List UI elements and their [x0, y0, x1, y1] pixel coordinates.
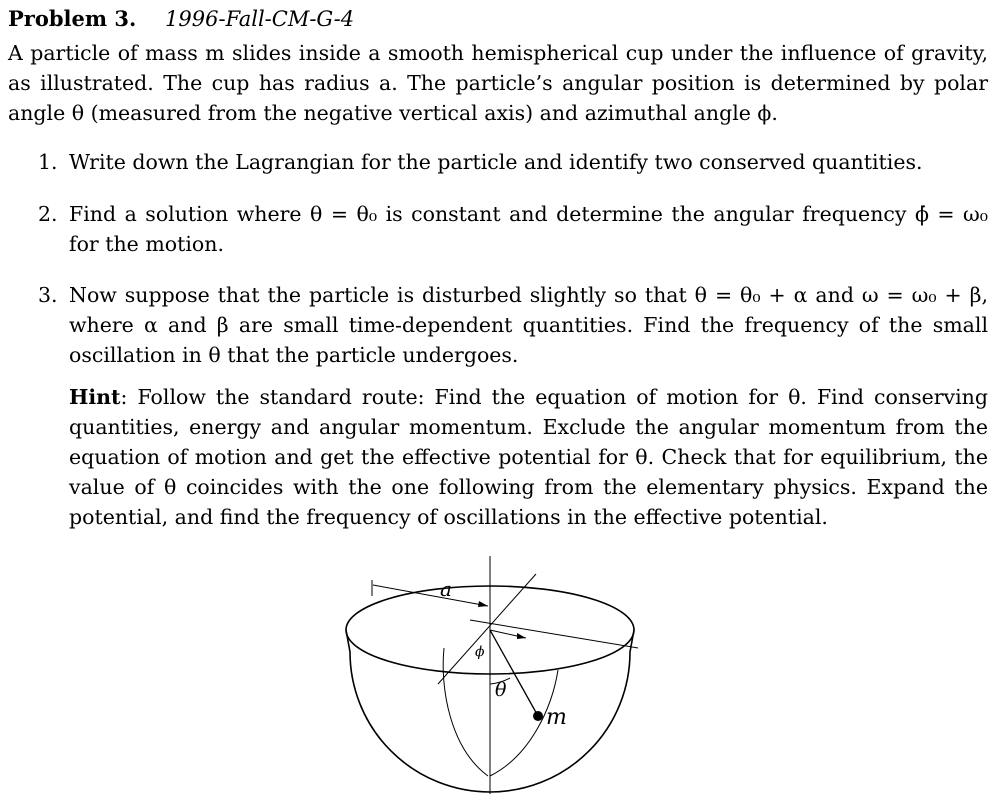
- mass-label: m: [546, 705, 567, 730]
- problem-label: Problem 3.: [8, 6, 137, 31]
- particle-mass: [533, 711, 543, 721]
- problem-intro: A particle of mass m slides inside a smooth hemispherical cup under the influence of gravity, as illustrated. The cup has radius a. The particle’s angular position is determined by polar angle θ (measured from the negative vertical axis) and azimuthal angle ϕ.: [8, 41, 988, 125]
- hint-paragraph: [69, 382, 988, 532]
- horizontal-axis: [470, 620, 638, 648]
- radius-label: a: [440, 577, 452, 601]
- question-item-2: [38, 199, 988, 259]
- question-number: 1.: [38, 150, 58, 174]
- question-number: 2.: [38, 202, 58, 226]
- question-item-3: [38, 280, 988, 370]
- azimuth-arrowhead: [517, 633, 526, 639]
- question-item-1: [38, 147, 988, 177]
- polar-angle-label: θ: [495, 679, 507, 701]
- meridian-left: [443, 648, 488, 776]
- hint-label: Hint: [69, 385, 121, 409]
- radius-arrowhead: [478, 601, 488, 607]
- question-text: Write down the Lagrangian for the particle and identify two conserved quantities.: [69, 150, 923, 174]
- radius-arrow: [373, 585, 488, 606]
- problem-heading: [8, 6, 354, 31]
- question-number: 3.: [38, 283, 58, 307]
- question-text: Find a solution where θ = θ₀ is constant and determine the angular frequency ϕ̇ = ω₀ for the motion.: [69, 202, 988, 256]
- hemisphere-diagram: [340, 548, 650, 802]
- hint-text: : Follow the standard route: Find the equation of motion for θ. Find conserving quantities, energy and angular momentum. Exclude the angular momentum from the equation of motion and get the effective potential for θ. Check that for equilibrium, the value of θ coincides with the one following from the elementary physics. Expand the potential, and find the frequency of oscillations in the effective potential.: [69, 385, 988, 529]
- question-text: Now suppose that the particle is disturbed slightly so that θ = θ₀ + α and ω = ω₀ + β, where α and β are small time-dependent quantities. Find the frequency of the small oscillation in θ that the particle undergoes.: [69, 283, 988, 367]
- azimuth-label: ϕ: [475, 644, 485, 660]
- hemisphere-figure: [340, 548, 650, 802]
- problem-code: 1996-Fall-CM-G-4: [165, 7, 355, 31]
